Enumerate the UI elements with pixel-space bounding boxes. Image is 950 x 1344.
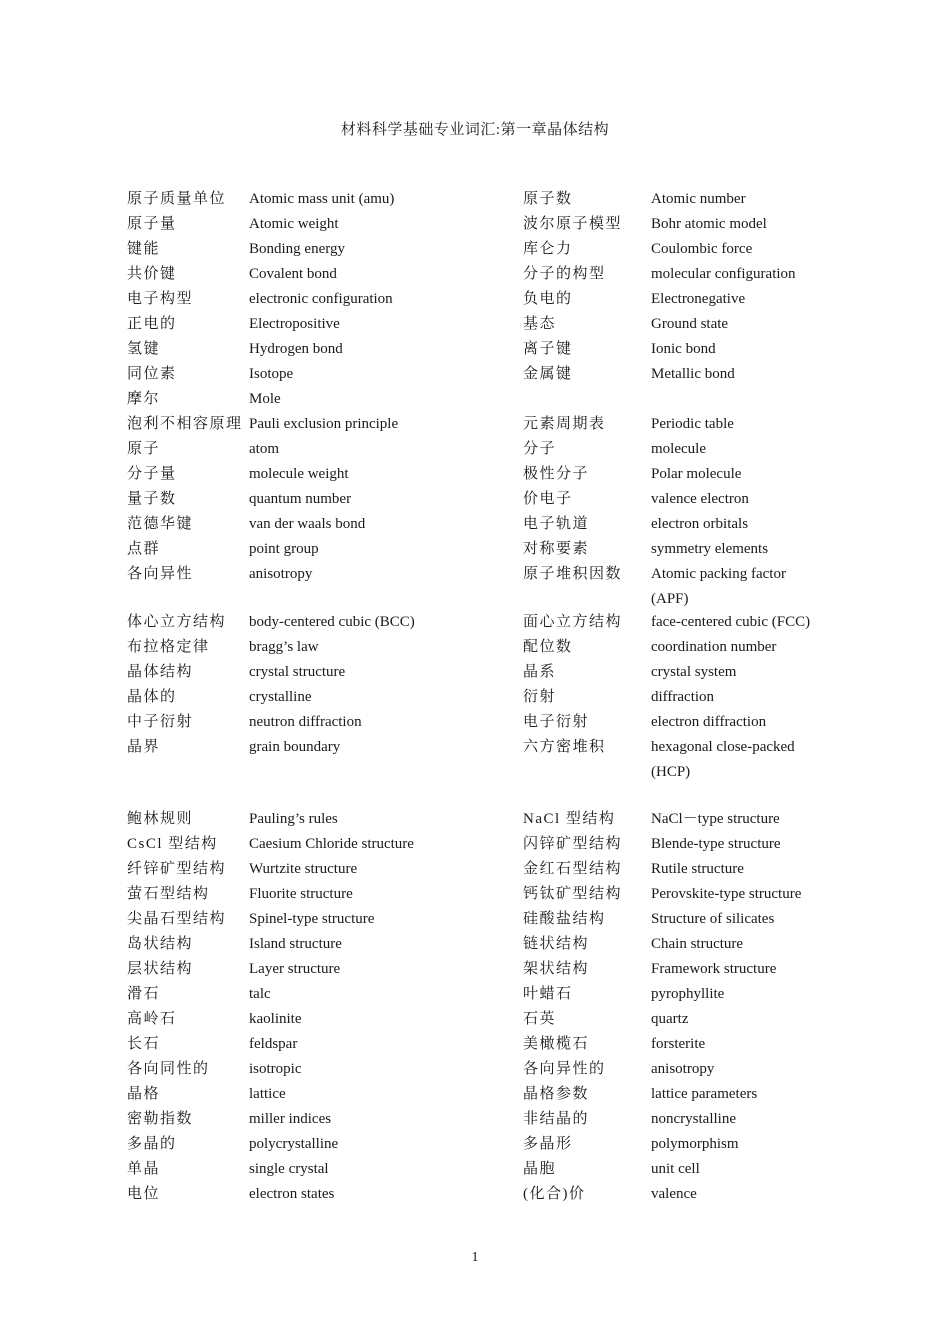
term-chinese: (化合)价 xyxy=(523,1186,586,1202)
term-chinese: 金红石型结构 xyxy=(523,861,623,877)
term-english: body-centered cubic (BCC) xyxy=(249,614,415,630)
term-chinese: 负电的 xyxy=(523,291,573,307)
term-chinese: 叶蜡石 xyxy=(523,986,573,1002)
term-english: symmetry elements xyxy=(651,541,769,557)
term-chinese: 晶胞 xyxy=(523,1161,557,1177)
page-number: 1 xyxy=(471,1250,479,1265)
term-english: crystal structure xyxy=(249,664,346,680)
glossary-section-1 xyxy=(0,187,950,612)
term-chinese: 布拉格定律 xyxy=(127,639,210,655)
term-chinese: 晶体结构 xyxy=(127,664,194,680)
term-english: Island structure xyxy=(249,936,342,952)
term-english: molecular configuration xyxy=(651,266,796,282)
term-english: coordination number xyxy=(651,639,777,655)
term-chinese: 纤锌矿型结构 xyxy=(127,861,227,877)
term-english: crystalline xyxy=(249,689,312,705)
term-english: Fluorite structure xyxy=(249,886,353,902)
term-chinese: 密勒指数 xyxy=(127,1111,194,1127)
term-english: anisotropy xyxy=(651,1061,715,1077)
term-english: face-centered cubic (FCC) xyxy=(651,614,811,630)
term-chinese: 原子堆积因数 xyxy=(523,566,623,582)
term-chinese: 面心立方结构 xyxy=(523,614,623,630)
term-chinese: 各向同性的 xyxy=(127,1061,210,1077)
term-chinese: 鲍林规则 xyxy=(127,811,194,827)
term-english: lattice xyxy=(249,1086,286,1102)
term-chinese: 电子构型 xyxy=(127,291,194,307)
term-chinese: NaCl 型结构 xyxy=(523,811,616,827)
term-english: polymorphism xyxy=(651,1136,739,1152)
term-chinese: 共价键 xyxy=(127,266,177,282)
term-english: Wurtzite structure xyxy=(249,861,358,877)
term-chinese: 晶系 xyxy=(523,664,557,680)
term-english: isotropic xyxy=(249,1061,302,1077)
term-chinese: 分子的构型 xyxy=(523,266,606,282)
term-chinese: 滑石 xyxy=(127,986,161,1002)
glossary-row xyxy=(0,857,950,882)
glossary-row xyxy=(0,1082,950,1107)
term-chinese: 晶格 xyxy=(127,1086,161,1102)
term-chinese: 石英 xyxy=(523,1011,557,1027)
glossary-row xyxy=(0,1032,950,1057)
term-chinese: 键能 xyxy=(127,241,161,257)
term-english: Caesium Chloride structure xyxy=(249,836,414,852)
term-chinese: 尖晶石型结构 xyxy=(127,911,227,927)
glossary-row xyxy=(0,807,950,832)
term-english: Pauli exclusion principle xyxy=(249,416,399,432)
glossary-row xyxy=(0,1057,950,1082)
term-english: NaCl－type structure xyxy=(651,811,780,827)
term-english: quantum number xyxy=(249,491,352,507)
term-chinese: 链状结构 xyxy=(523,936,590,952)
term-chinese: 点群 xyxy=(127,541,161,557)
glossary-row xyxy=(0,312,950,337)
glossary-row xyxy=(0,957,950,982)
glossary-row xyxy=(0,487,950,512)
term-english: Electropositive xyxy=(249,316,340,332)
term-english: crystal system xyxy=(651,664,737,680)
term-english: Coulombic force xyxy=(651,241,753,257)
term-english: Polar molecule xyxy=(651,466,742,482)
term-chinese: 基态 xyxy=(523,316,557,332)
term-english: feldspar xyxy=(249,1036,298,1052)
term-chinese: 长石 xyxy=(127,1036,161,1052)
glossary-row xyxy=(0,187,950,212)
term-english: Blende-type structure xyxy=(651,836,781,852)
glossary-row xyxy=(0,1182,950,1207)
term-english: Mole xyxy=(249,391,281,407)
term-chinese: 高岭石 xyxy=(127,1011,177,1027)
term-chinese: 范德华键 xyxy=(127,516,194,532)
glossary-row xyxy=(0,262,950,287)
term-english: Periodic table xyxy=(651,416,734,432)
term-chinese: 架状结构 xyxy=(523,961,590,977)
glossary-section-3 xyxy=(0,807,950,1207)
glossary-row xyxy=(0,660,950,685)
term-english: grain boundary xyxy=(249,739,341,755)
term-chinese: 硅酸盐结构 xyxy=(523,911,606,927)
glossary-row xyxy=(0,437,950,462)
glossary-row xyxy=(0,832,950,857)
term-english: anisotropy xyxy=(249,566,313,582)
term-chinese: 六方密堆积 xyxy=(523,739,606,755)
term-english: neutron diffraction xyxy=(249,714,362,730)
term-english: Chain structure xyxy=(651,936,744,952)
glossary-row xyxy=(0,1157,950,1182)
term-chinese: 多晶的 xyxy=(127,1136,177,1152)
term-chinese: 摩尔 xyxy=(127,391,161,407)
term-chinese: 多晶形 xyxy=(523,1136,573,1152)
term-english: Atomic number xyxy=(651,191,746,207)
glossary-row xyxy=(0,387,950,412)
term-english: Framework structure xyxy=(651,961,777,977)
term-english: atom xyxy=(249,441,279,457)
term-chinese: 各向异性的 xyxy=(523,1061,606,1077)
term-chinese: 离子键 xyxy=(523,341,573,357)
term-chinese: 金属键 xyxy=(523,366,573,382)
glossary-row xyxy=(0,337,950,362)
glossary-row xyxy=(0,735,950,785)
term-english: Hydrogen bond xyxy=(249,341,343,357)
term-chinese: 正电的 xyxy=(127,316,177,332)
term-english: Covalent bond xyxy=(249,266,337,282)
term-english: Structure of silicates xyxy=(651,911,775,927)
term-chinese: 库仑力 xyxy=(523,241,573,257)
glossary-row xyxy=(0,610,950,635)
term-english: electronic configuration xyxy=(249,291,393,307)
term-chinese: 萤石型结构 xyxy=(127,886,210,902)
term-chinese: 原子数 xyxy=(523,191,573,207)
term-english: Ground state xyxy=(651,316,729,332)
term-english: molecule weight xyxy=(249,466,349,482)
glossary-section-2 xyxy=(0,610,950,785)
term-english: Ionic bond xyxy=(651,341,716,357)
glossary-row xyxy=(0,1007,950,1032)
term-english: Spinel-type structure xyxy=(249,911,375,927)
glossary-row xyxy=(0,562,950,612)
glossary-row xyxy=(0,882,950,907)
term-english: quartz xyxy=(651,1011,689,1027)
term-english: Isotope xyxy=(249,366,294,382)
term-chinese: 氢键 xyxy=(127,341,161,357)
term-chinese: 配位数 xyxy=(523,639,573,655)
term-english: Metallic bond xyxy=(651,366,735,382)
term-chinese: 美橄榄石 xyxy=(523,1036,590,1052)
term-chinese: 波尔原子模型 xyxy=(523,216,623,232)
term-english: hexagonal close-packed (HCP) xyxy=(651,739,795,780)
glossary-row xyxy=(0,710,950,735)
term-chinese: 电子轨道 xyxy=(523,516,590,532)
glossary-row xyxy=(0,685,950,710)
term-english: polycrystalline xyxy=(249,1136,339,1152)
glossary-row xyxy=(0,635,950,660)
glossary-row xyxy=(0,537,950,562)
term-chinese: 原子质量单位 xyxy=(127,191,227,207)
term-chinese: 中子衍射 xyxy=(127,714,194,730)
term-english: valence xyxy=(651,1186,697,1202)
glossary-row xyxy=(0,212,950,237)
glossary-row xyxy=(0,237,950,262)
term-english: single crystal xyxy=(249,1161,329,1177)
term-english: Atomic packing factor (APF) xyxy=(651,566,786,607)
term-english: Atomic weight xyxy=(249,216,339,232)
term-english: Layer structure xyxy=(249,961,341,977)
term-english: Perovskite-type structure xyxy=(651,886,802,902)
term-chinese: 极性分子 xyxy=(523,466,590,482)
term-english: Bonding energy xyxy=(249,241,345,257)
term-chinese: 原子量 xyxy=(127,216,177,232)
term-chinese: 晶界 xyxy=(127,739,161,755)
glossary-row xyxy=(0,362,950,387)
term-english: lattice parameters xyxy=(651,1086,758,1102)
page-title: 材料科学基础专业词汇:第一章晶体结构 xyxy=(340,122,610,138)
term-chinese: 分子 xyxy=(523,441,557,457)
term-chinese: 单晶 xyxy=(127,1161,161,1177)
term-english: unit cell xyxy=(651,1161,700,1177)
term-english: diffraction xyxy=(651,689,715,705)
term-chinese: 同位素 xyxy=(127,366,177,382)
term-chinese: 量子数 xyxy=(127,491,177,507)
term-english: electron diffraction xyxy=(651,714,767,730)
glossary-row xyxy=(0,287,950,312)
term-chinese: 非结晶的 xyxy=(523,1111,590,1127)
glossary-row xyxy=(0,462,950,487)
term-english: noncrystalline xyxy=(651,1111,736,1127)
term-chinese: 各向异性 xyxy=(127,566,194,582)
term-english: electron states xyxy=(249,1186,335,1202)
glossary-row xyxy=(0,907,950,932)
glossary-row xyxy=(0,932,950,957)
term-chinese: 钙钛矿型结构 xyxy=(523,886,623,902)
glossary-row xyxy=(0,512,950,537)
term-english: molecule xyxy=(651,441,706,457)
term-english: Atomic mass unit (amu) xyxy=(249,191,395,207)
term-chinese: 衍射 xyxy=(523,689,557,705)
term-chinese: 原子 xyxy=(127,441,161,457)
term-english: van der waals bond xyxy=(249,516,366,532)
term-chinese: 闪锌矿型结构 xyxy=(523,836,623,852)
term-english: kaolinite xyxy=(249,1011,302,1027)
term-chinese: 对称要素 xyxy=(523,541,590,557)
term-chinese: 电位 xyxy=(127,1186,161,1202)
term-chinese: 泡利不相容原理 xyxy=(127,416,243,432)
term-english: valence electron xyxy=(651,491,749,507)
term-english: bragg’s law xyxy=(249,639,319,655)
term-english: Rutile structure xyxy=(651,861,744,877)
term-english: Pauling’s rules xyxy=(249,811,338,827)
term-chinese: 电子衍射 xyxy=(523,714,590,730)
term-english: miller indices xyxy=(249,1111,332,1127)
term-english: pyrophyllite xyxy=(651,986,725,1002)
glossary-row xyxy=(0,1132,950,1157)
term-chinese: CsCl 型结构 xyxy=(127,836,218,852)
term-chinese: 岛状结构 xyxy=(127,936,194,952)
term-english: electron orbitals xyxy=(651,516,749,532)
term-english: Bohr atomic model xyxy=(651,216,767,232)
term-chinese: 体心立方结构 xyxy=(127,614,227,630)
term-english: Electronegative xyxy=(651,291,746,307)
term-chinese: 层状结构 xyxy=(127,961,194,977)
term-english: point group xyxy=(249,541,319,557)
term-chinese: 分子量 xyxy=(127,466,177,482)
glossary-row xyxy=(0,982,950,1007)
term-chinese: 晶格参数 xyxy=(523,1086,590,1102)
term-english: talc xyxy=(249,986,271,1002)
term-english: forsterite xyxy=(651,1036,706,1052)
term-chinese: 元素周期表 xyxy=(523,416,606,432)
glossary-row xyxy=(0,412,950,437)
term-chinese: 晶体的 xyxy=(127,689,177,705)
term-chinese: 价电子 xyxy=(523,491,573,507)
glossary-row xyxy=(0,1107,950,1132)
